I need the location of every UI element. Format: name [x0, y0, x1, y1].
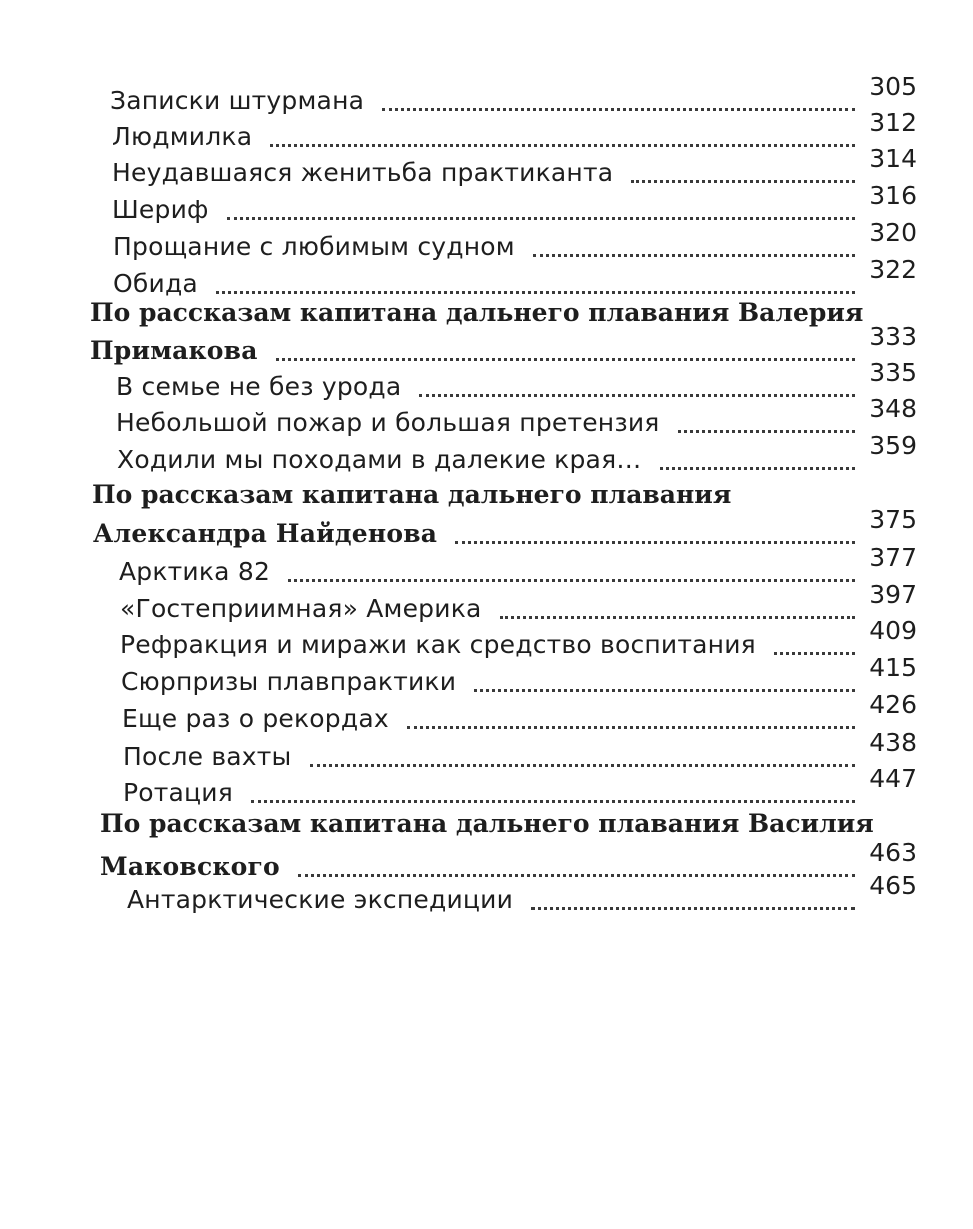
section-heading[interactable]: По рассказам капитана дальнего плавания Василия	[100, 809, 874, 838]
toc-entry[interactable]	[122, 690, 917, 736]
dot-leader	[298, 874, 855, 877]
entry-page: 322	[869, 255, 917, 284]
toc-entry[interactable]	[123, 764, 917, 810]
dot-leader	[216, 291, 855, 294]
entry-title: Людмилка	[112, 122, 253, 151]
toc-entry[interactable]	[119, 543, 917, 589]
toc-entry[interactable]	[121, 653, 917, 699]
entry-title: Сюрпризы плавпрактики	[121, 667, 457, 696]
entry-page: 465	[869, 871, 917, 900]
dot-leader	[276, 358, 856, 361]
section-title: Примакова	[90, 336, 258, 365]
entry-title: Неудавшаяся женитьба практиканта	[112, 158, 614, 187]
toc-entry[interactable]	[127, 871, 917, 917]
entry-title: Обида	[113, 269, 198, 298]
dot-leader	[531, 907, 855, 910]
dot-leader	[407, 726, 855, 729]
section-title: Маковского	[100, 852, 280, 881]
section-heading-tail[interactable]	[100, 838, 917, 884]
section-page: 333	[869, 322, 917, 351]
toc-entry[interactable]	[116, 394, 917, 440]
entry-title: После вахты	[123, 742, 292, 771]
entry-title: Антарктические экспедиции	[127, 885, 514, 914]
toc-entry[interactable]	[110, 72, 917, 118]
dot-leader	[774, 652, 855, 655]
dot-leader	[500, 616, 856, 619]
toc-entry[interactable]	[112, 181, 917, 227]
entry-title: В семье не без урода	[116, 372, 402, 401]
toc-entry[interactable]	[120, 580, 917, 626]
dot-leader	[270, 144, 855, 147]
entry-page: 438	[869, 728, 917, 757]
entry-title: Ходили мы походами в далекие края…	[117, 445, 642, 474]
toc-entry[interactable]	[113, 218, 917, 264]
entry-page: 335	[869, 358, 917, 387]
section-heading-tail[interactable]	[93, 505, 917, 551]
dot-leader	[288, 579, 855, 582]
section-heading-tail[interactable]	[90, 322, 917, 368]
entry-title: Рефракция и миражи как средство воспитания	[120, 630, 756, 659]
section-heading[interactable]: По рассказам капитана дальнего плавания	[92, 480, 732, 509]
dot-leader	[474, 689, 855, 692]
section-page: 375	[869, 505, 917, 534]
dot-leader	[419, 394, 855, 397]
entry-page: 314	[869, 144, 917, 173]
section-title: Александра Найденова	[93, 519, 438, 548]
entry-page: 426	[869, 690, 917, 719]
entry-title: Арктика 82	[119, 557, 271, 586]
dot-leader	[631, 180, 855, 183]
toc-entry[interactable]	[112, 144, 917, 190]
entry-page: 316	[869, 181, 917, 210]
entry-page: 377	[869, 543, 917, 572]
entry-page: 320	[869, 218, 917, 247]
toc-entry[interactable]	[117, 431, 917, 477]
toc-entry[interactable]	[120, 616, 917, 662]
entry-page: 348	[869, 394, 917, 423]
entry-page: 447	[869, 764, 917, 793]
entry-page: 409	[869, 616, 917, 645]
dot-leader	[660, 467, 856, 470]
dot-leader	[533, 254, 855, 257]
section-heading[interactable]: По рассказам капитана дальнего плавания Валерия	[90, 298, 864, 327]
entry-title: Небольшой пожар и большая претензия	[116, 408, 660, 437]
entry-page: 312	[869, 108, 917, 137]
entry-title: Шериф	[112, 195, 209, 224]
dot-leader	[251, 800, 855, 803]
dot-leader	[227, 217, 856, 220]
dot-leader	[310, 764, 856, 767]
entry-title: Записки штурмана	[110, 86, 365, 115]
entry-title: «Гостеприимная» Америка	[120, 594, 482, 623]
entry-page: 359	[869, 431, 917, 460]
entry-title: Ротация	[123, 778, 233, 807]
toc-entry[interactable]	[112, 108, 917, 154]
dot-leader	[455, 541, 855, 544]
entry-title: Прощание с любимым судном	[113, 232, 515, 261]
toc-entry[interactable]	[116, 358, 917, 404]
entry-title: Еще раз о рекордах	[122, 704, 389, 733]
toc-entry[interactable]	[123, 728, 917, 774]
entry-page: 415	[869, 653, 917, 682]
dot-leader	[382, 108, 855, 111]
section-page: 463	[869, 838, 917, 867]
entry-page: 397	[869, 580, 917, 609]
dot-leader	[678, 430, 856, 433]
entry-page: 305	[869, 72, 917, 101]
